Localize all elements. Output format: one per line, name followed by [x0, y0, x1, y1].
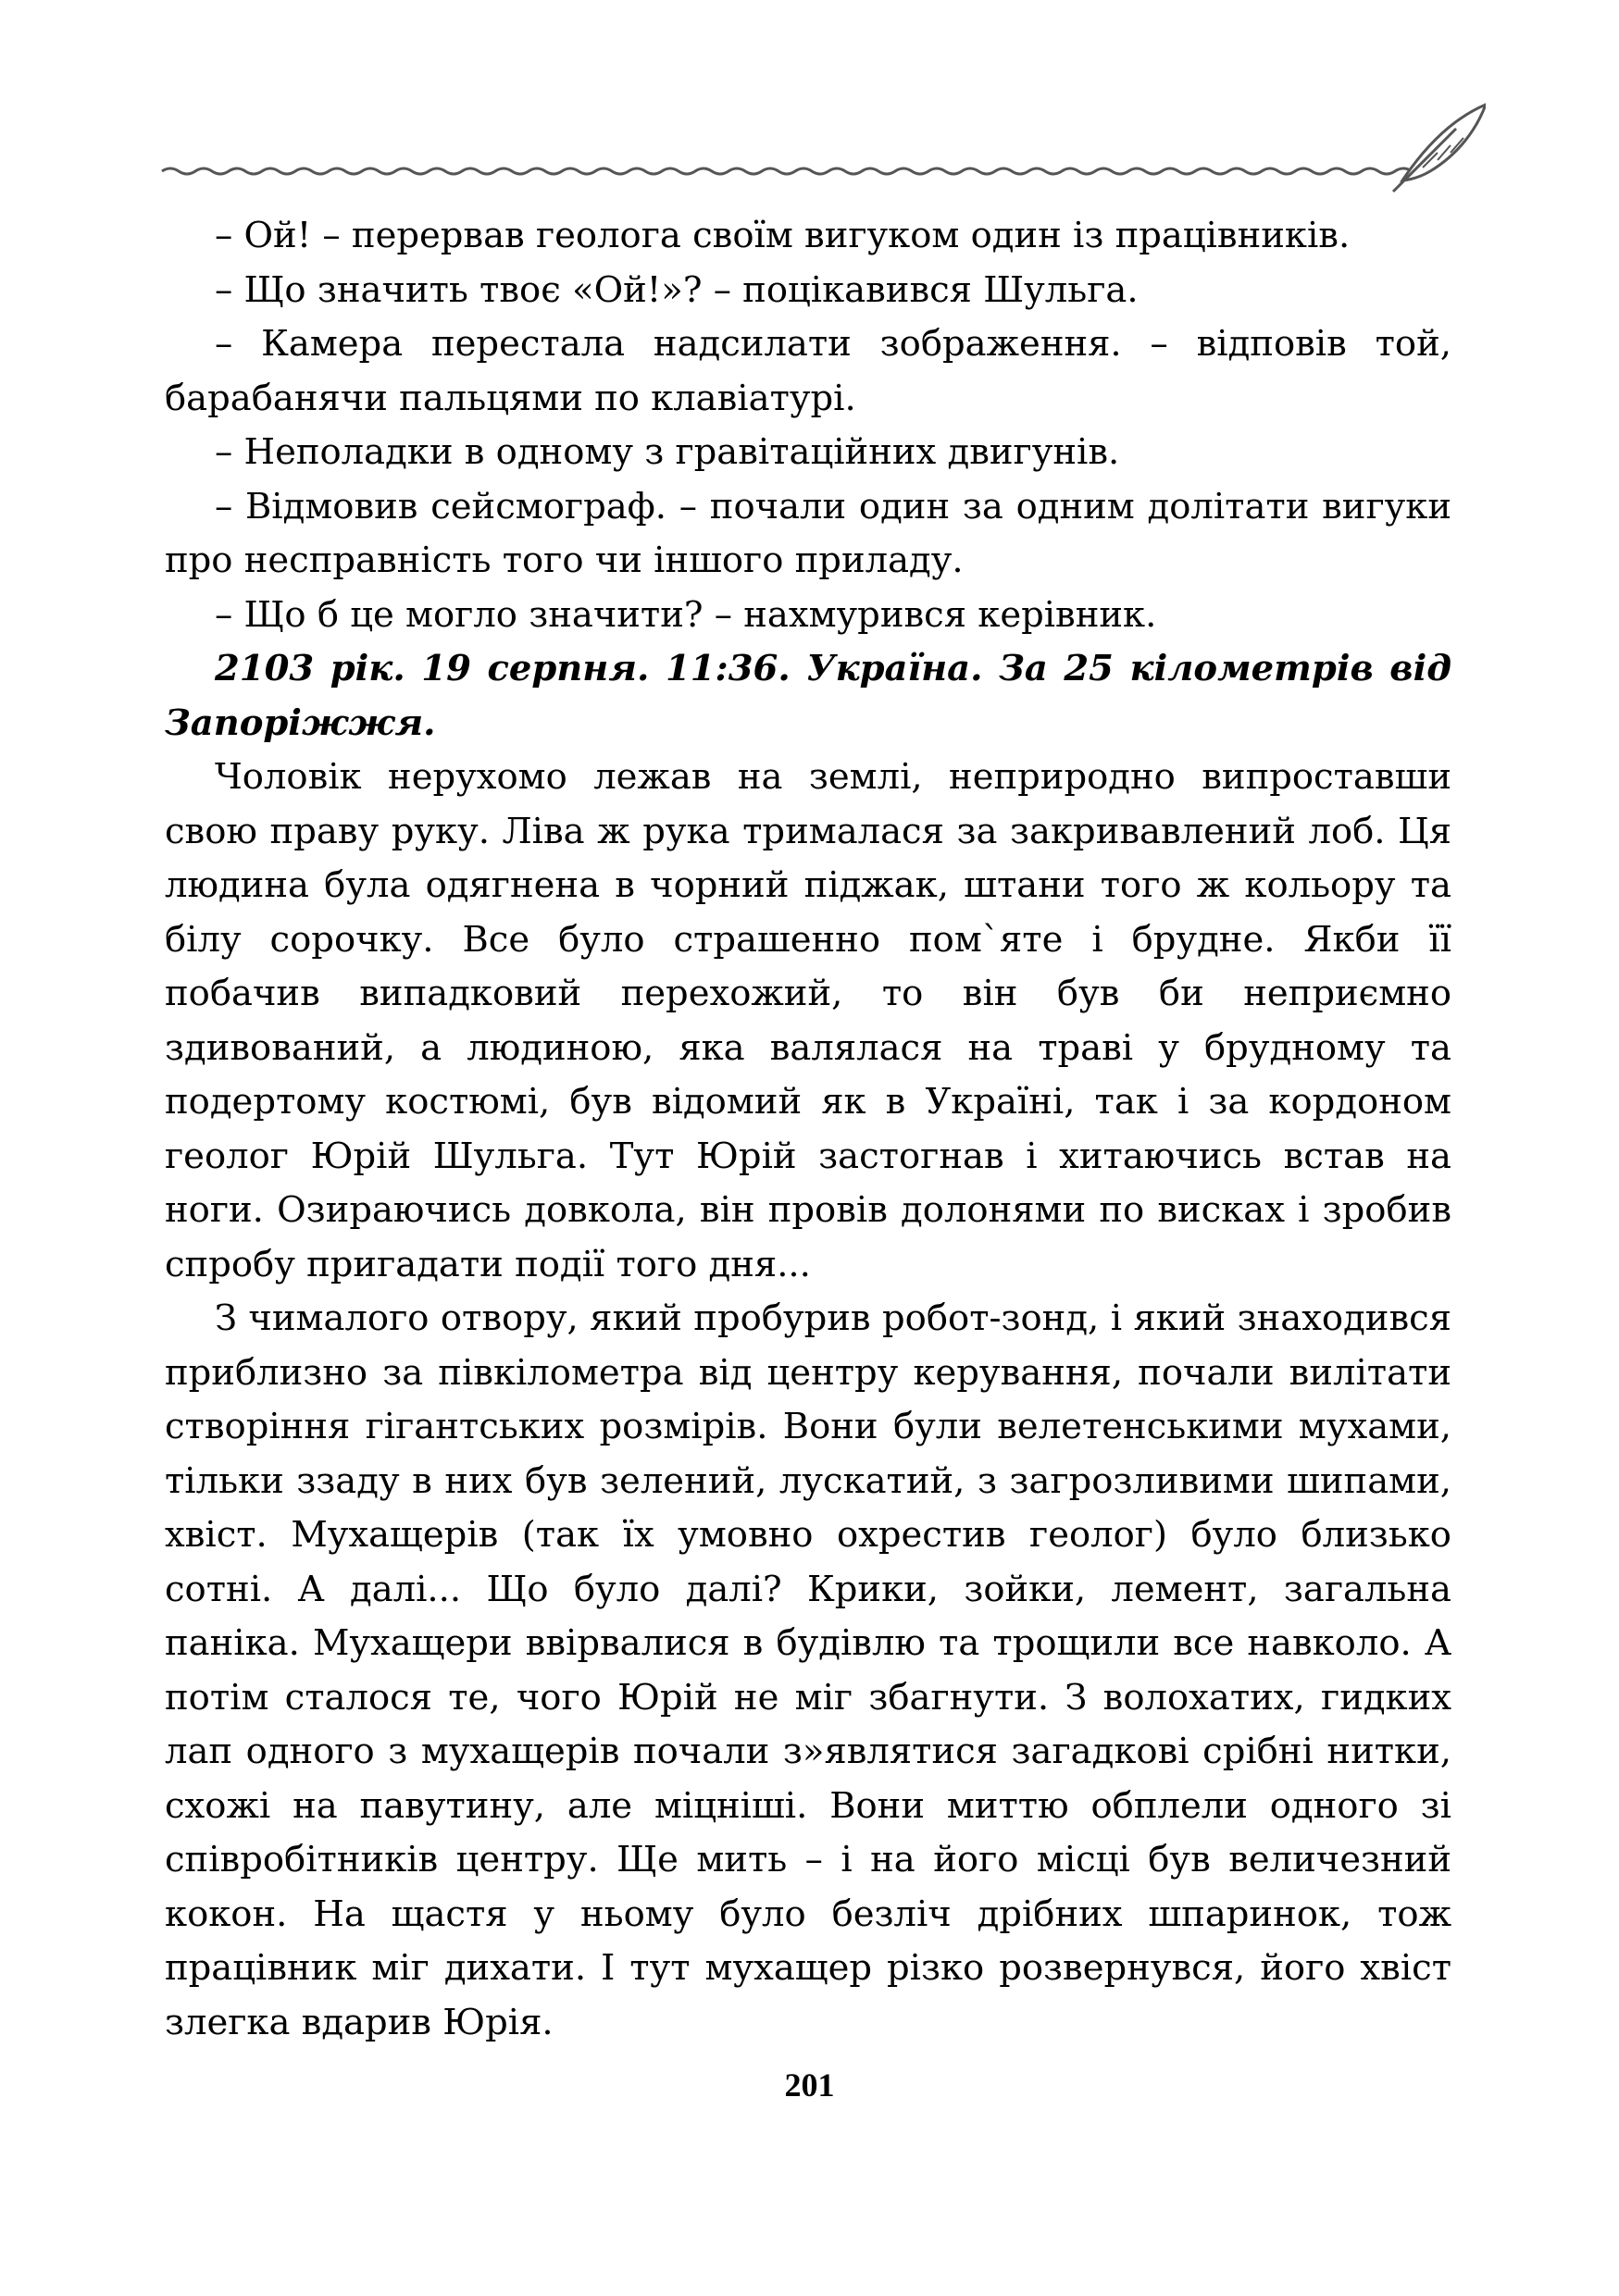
narrative-paragraph: З чималого отвору, який пробурив робот-зонд, і який знаходився приблизно за півкілометра від центру керування, почали вилітати створіння гігантських розмірів. Вони були велетенськими мухами, тільки ззаду в них був зелений, лускатий, з загрозливими шипами, хвіст. Мухащерів (так їх умовно охрестив геолог) було близько сотні. А далі... Що було далі? Крики, зойки, лемент, загальна паніка. Мухащери ввірвалися в будівлю та трощили все навколо. А потім сталося те, чого Юрій не міг збагнути. З волохатих, гидких лап одного з мухащерів почали з»являтися загадкові срібні нитки, схожі на павутину, але міцніші. Вони миттю обплели одного зі співробітників центру. Ще мить – і на його місці був величезний кокон. На щастя у ньому було безліч дрібних шпаринок, тож працівник міг дихати. І тут мухащер різко розвернувся, його хвіст злегка вдарив Юрія. — [165, 1297, 1451, 2043]
dialogue-line: – Що б це могло значити? – нахмурився керівник. — [215, 593, 1157, 636]
text-body — [165, 209, 1451, 2050]
scene-heading: 2103 рік. 19 серпня. 11:36. Україна. За 25 кілометрів від Запоріжжя. — [165, 648, 1451, 744]
page-number: 201 — [784, 2066, 835, 2104]
dialogue-line: – Що значить твоє «Ой!»? – поцікавився Шульга. — [215, 268, 1139, 311]
dialogue-line: – Камера перестала надсилати зображення. – відповів той, барабанячи пальцями по клавіатурі. — [165, 323, 1451, 419]
dialogue-line: – Ой! – перервав геолога своїм вигуком один із працівників. — [215, 215, 1351, 256]
narrative-paragraph: Чоловік нерухомо лежав на землі, неприродно випроставши свою праву руку. Ліва ж рука трималася за закривавлений лоб. Ця людина була одягнена в чорний піджак, штани того ж кольору та білу сорочку. Все було страшенно пом`яте і брудне. Якби її побачив випадковий перехожий, то він був би неприємно здивований, а людиною, яка валялася на траві у брудному та подертому костюмі, був відомий як в Україні, так і за кордоном геолог Юрій Шульга. Тут Юрій застогнав і хитаючись встав на ноги. Озираючись довкола, він провів долонями по висках і зробив спробу пригадати події того дня... — [165, 756, 1451, 1285]
dialogue-line: – Відмовив сейсмограф. – почали один за одним долітати вигуки про несправність того чи іншого приладу. — [165, 485, 1451, 581]
wavy-line-quill-icon — [153, 88, 1486, 199]
quill-icon — [1393, 105, 1486, 192]
dialogue-line: – Неполадки в одному з гравітаційних двигунів. — [215, 431, 1120, 473]
